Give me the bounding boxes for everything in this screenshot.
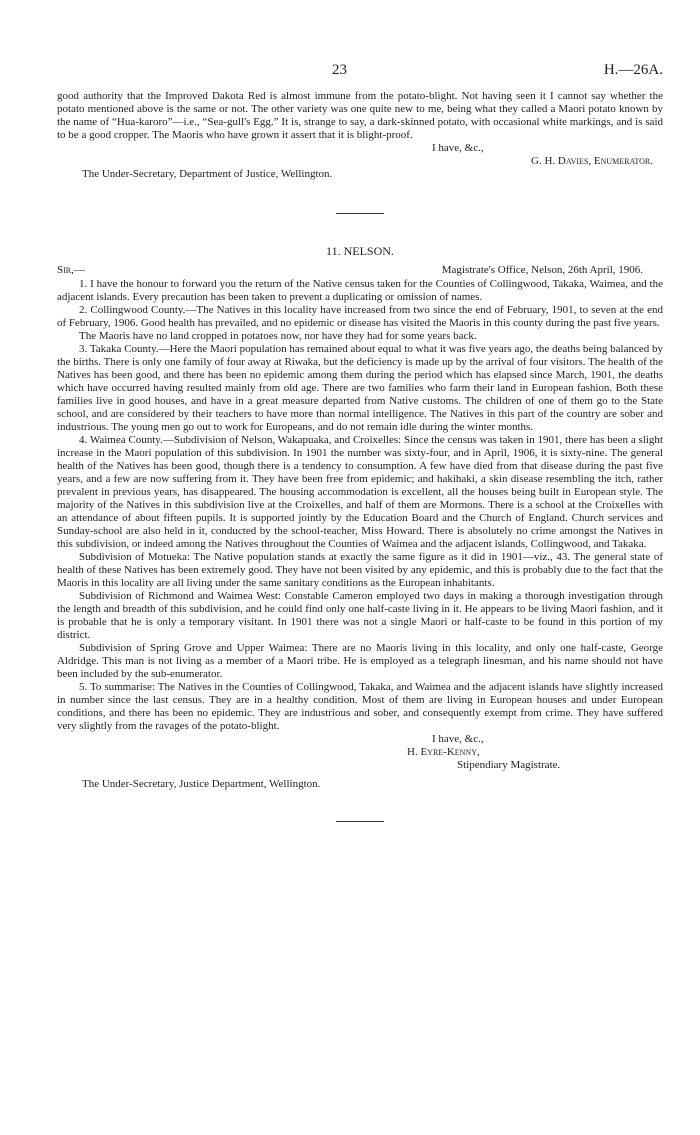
paragraph: 4. Waimea County.—Subdivision of Nelson, Wakapuaka, and Croixelles: Since the census was taken in 1901, there has been a slight increase in the Maori population of this subdivision. In 1901 the number was sixty-four, and in April, 1906, it is sixty-nine. The general health of the Natives has been good, though there is a tendency to consumption. A few have died from that disease during the past five years, and a few are now suffering from it. They have been free from epidemic; and hakihaki, a skin disease resembling the itch, rather prevalent in previous years, has disappeared. The housing accommodation is excellent, all the houses being built in European style. The majority of the Natives in this subdivision live at the Croixelles, and half of them are Mormons. There is a school at the Croixelles with an attendance of about fifteen pupils. It is supported jointly by the Education Board and the Church of England. Church services and Sunday-school are also held in it, conducted by the school-teacher, Miss Howard. There is absolutely no crime amongst the Natives in this subdivision, or indeed among the Natives throughout the Counties of Waimea and the adjacent islands, Collingwood, and Takaka. xyxy=(57,434,663,550)
top-section xyxy=(57,90,663,181)
signature-line: G. H. Davies, Enumerator. xyxy=(531,155,653,167)
page-number: 23 xyxy=(332,62,347,78)
paragraph: Subdivision of Richmond and Waimea West: Constable Cameron employed two days in making a thorough investigation through the length and breadth of this subdivision, and he could find only one half-caste living in it. He appears to be living Maori fashion, and it is probable that he is only a temporary visitant. In 1901 there was not a single Maori or half-caste to be found in this portion of my district. xyxy=(57,590,663,641)
closing-line: I have, &c., xyxy=(432,142,484,154)
date-line: Magistrate's Office, Nelson, 26th April, 1906. xyxy=(441,264,643,276)
continued-paragraph: good authority that the Improved Dakota Red is almost immune from the potato-blight. Not having seen it I cannot say whether the potato mentioned above is the same or not. The other variety was one quite new to me, being what they called a Maori potato known by the name of “Hua-karoro”—i.e., “Sea-gull's Egg.” It is, strange to say, a dark-skinned potato, with occasional white markings, and is said to be a good cropper. The Maoris who have grown it assert that it is blight-proof. xyxy=(57,90,663,141)
paragraph: The Maoris have no land cropped in potatoes now, nor have they had for some years back. xyxy=(79,330,477,342)
addressee-line: The Under-Secretary, Justice Department, Wellington. xyxy=(82,778,321,790)
paragraph: Subdivision of Motueka: The Native population stands at exactly the same figure as it did in 1901—viz., 43. The general state of health of these Natives has been extremely good. They have not been visited by any epidemic, and this is probably due to the fact that the Maoris in this locality are all living under the same sanitary conditions as the European inhabitants. xyxy=(57,551,663,589)
paragraph: 2. Collingwood County.—The Natives in this locality have increased from two since the end of February, 1901, to seven at the end of February, 1906. Good health has prevailed, and no epidemic or disease has visited the Maoris in this county during the past five years. xyxy=(57,304,663,329)
signature-title: Stipendiary Magistrate. xyxy=(457,759,561,771)
salutation-row xyxy=(57,264,663,278)
paragraph: 3. Takaka County.—Here the Maori population has remained about equal to what it was five years ago, the deaths being balanced by the births. There is only one family of four away at Riwaka, but the deficiency is made up by the arrival of four visitors. The health of the Natives has been good, and there has been no epidemic among them during the period which has elapsed since March, 1901, the deaths which have occurred having resulted mainly from old age. There are two families who farm their land in European fashion. Both these families live in good houses, and have in a great measure departed from Native customs. The children of one of them go to the State school, and are considered by their teachers to have more than normal intelligence. The Natives in this part of the country are sober and industrious. The young men go out to work for Europeans, and do not remain idle during the winter months. xyxy=(57,343,663,433)
page-header xyxy=(57,0,663,90)
paragraph: 1. I have the honour to forward you the return of the Native census taken for the Counties of Collingwood, Takaka, Waimea, and the adjacent islands. Every precaution has been taken to prevent a duplicating or omission of names. xyxy=(57,278,663,303)
end-divider xyxy=(336,821,384,822)
salutation: Sir,— xyxy=(57,264,85,276)
signature-name: H. Eyre-Kenny, xyxy=(407,746,480,758)
addressee-line: The Under-Secretary, Department of Justice, Wellington. xyxy=(82,168,333,180)
document-reference: H.—26A. xyxy=(603,62,663,78)
paragraph: Subdivision of Spring Grove and Upper Waimea: There are no Maoris living in this locality, and only one half-caste, George Aldridge. This man is not living as a member of a Maori tribe. He is employed as a telegraph linesman, and his name should not have been included by the sub-enumerator. xyxy=(57,642,663,680)
closing-line: I have, &c., xyxy=(432,733,484,745)
document-page xyxy=(57,0,663,822)
section-heading: 11. NELSON. xyxy=(326,244,394,258)
nelson-section xyxy=(57,244,663,791)
paragraph: 5. To summarise: The Natives in the Counties of Collingwood, Takaka, and Waimea and the adjacent islands have slightly increased in number since the last census. They are in a healthy condition. Most of them are living in European houses and under European conditions, and there has been no epidemic. They are industrious and sober, and consequently exempt from crime. They have suffered very slightly from the ravages of the potato-blight. xyxy=(57,681,663,732)
